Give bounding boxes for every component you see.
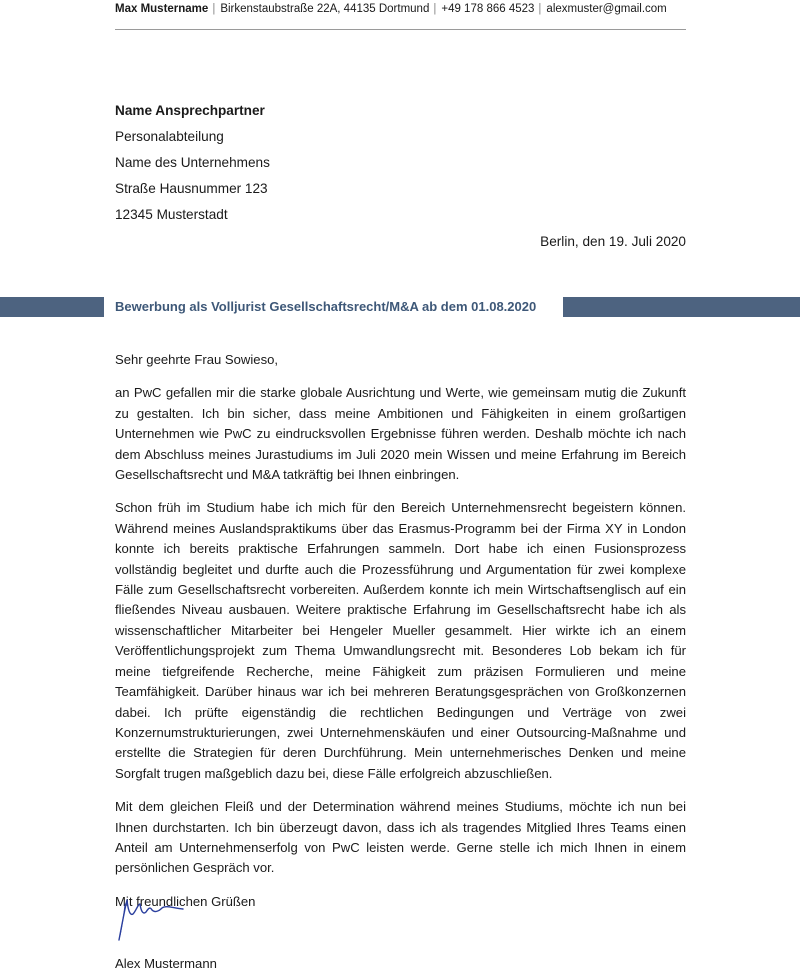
closing-greeting: Mit freundlichen Grüßen <box>115 893 256 909</box>
subject-line: Bewerbung als Volljurist Gesellschaftsrecht/M&A ab dem 01.08.2020 <box>115 299 537 314</box>
separator: | <box>433 3 437 15</box>
handwritten-signature <box>113 884 193 944</box>
separator: | <box>538 3 542 15</box>
contact-header <box>115 2 685 16</box>
recipient-company: Name des Unternehmens <box>115 155 270 170</box>
salutation: Sehr geehrte Frau Sowieso, <box>115 352 279 367</box>
separator: | <box>212 3 216 15</box>
sender-email[interactable]: alexmuster@gmail.com <box>546 3 667 15</box>
paragraph-closing: Mit dem gleichen Fleiß und der Determination während meines Studiums, möchte ich nun bei Ihnen durchstarten. Ich bin überzeugt davon, dass ich als tragendes Mitglied Ihres Teams einen Anteil am Unternehmenserfolg von PwC leisten werde. Gerne stelle ich mich Ihnen in einem persönlichen Gespräch vor. <box>115 799 686 876</box>
recipient-department: Personalabteilung <box>115 129 224 144</box>
sender-phone: +49 178 866 4523 <box>441 3 535 15</box>
sender-name: Max Mustername <box>115 3 209 15</box>
recipient-block <box>115 101 270 231</box>
recipient-city: 12345 Musterstadt <box>115 207 228 222</box>
letter-body <box>115 350 686 912</box>
recipient-contact-person: Name Ansprechpartner <box>115 103 265 118</box>
date-line: Berlin, den 19. Juli 2020 <box>540 234 686 249</box>
signer-name: Alex Mustermann <box>115 956 217 971</box>
header-divider <box>115 29 686 30</box>
sender-address: Birkenstaubstraße 22A, 44135 Dortmund <box>220 3 430 15</box>
subject-bar-left <box>0 297 104 317</box>
subject-bar-right <box>563 297 800 317</box>
recipient-street: Straße Hausnummer 123 <box>115 181 268 196</box>
paragraph-experience: Schon früh im Studium habe ich mich für den Bereich Unternehmensrecht begeistern können. Während meines Auslandspraktikums über das Erasmus-Programm bei der Firma XY in London konnte ich bereits praktische Erfahrungen sammeln. Dort habe ich einen Fusionsprozess vollständig begleitet und durfte auch die Prozessführung und Argumentation für zwei komplexe Fälle zum Gesellschaftsrecht vorbereiten. Außerdem konnte ich mein Wirtschaftsenglisch auf ein fließendes Niveau ausbauen. Weitere praktische Erfahrung im Gesellschaftsrecht habe ich als wissenschaftlicher Mitarbeiter bei Hengeler Mueller gesammelt. Hier wirkte ich an einem Veröffentlichungsprojekt zum Thema Umwandlungsrecht mit. Besonderes Lob bekam ich für meine tiefgreifende Recherche, meine Fähigkeit zum präzisen Formulieren und meine Teamfähigkeit. Darüber hinaus war ich bei mehreren Beratungsgesprächen von Großkonzernen dabei. Ich prüfte eigenständig die rechtlichen Bedingungen und Verträge von zwei Konzernumstrukturierungen, zwei Unternehmenskäufen und einer Outsourcing-Maßnahme und erstellte die Strategien für deren Durchführung. Mein unternehmerisches Denken und meine Sorgfalt trugen maßgeblich dazu bei, diese Fälle erfolgreich abzuschließen. <box>115 500 686 781</box>
paragraph-intro: an PwC gefallen mir die starke globale Ausrichtung und Werte, wie gemeinsam mutig die Zukunft zu gestalten. Ich bin sicher, dass meine Ambitionen und Fähigkeiten in einem großartigen Unternehmen wie PwC zu eindrucksvollen Ergebnisse führen werden. Deshalb möchte ich nach dem Abschluss meines Jurastudiums im Juli 2020 mein Wissen und meine Erfahrung im Bereich Gesellschaftsrecht und M&A tatkräftig bei Ihnen einbringen. <box>115 385 686 483</box>
